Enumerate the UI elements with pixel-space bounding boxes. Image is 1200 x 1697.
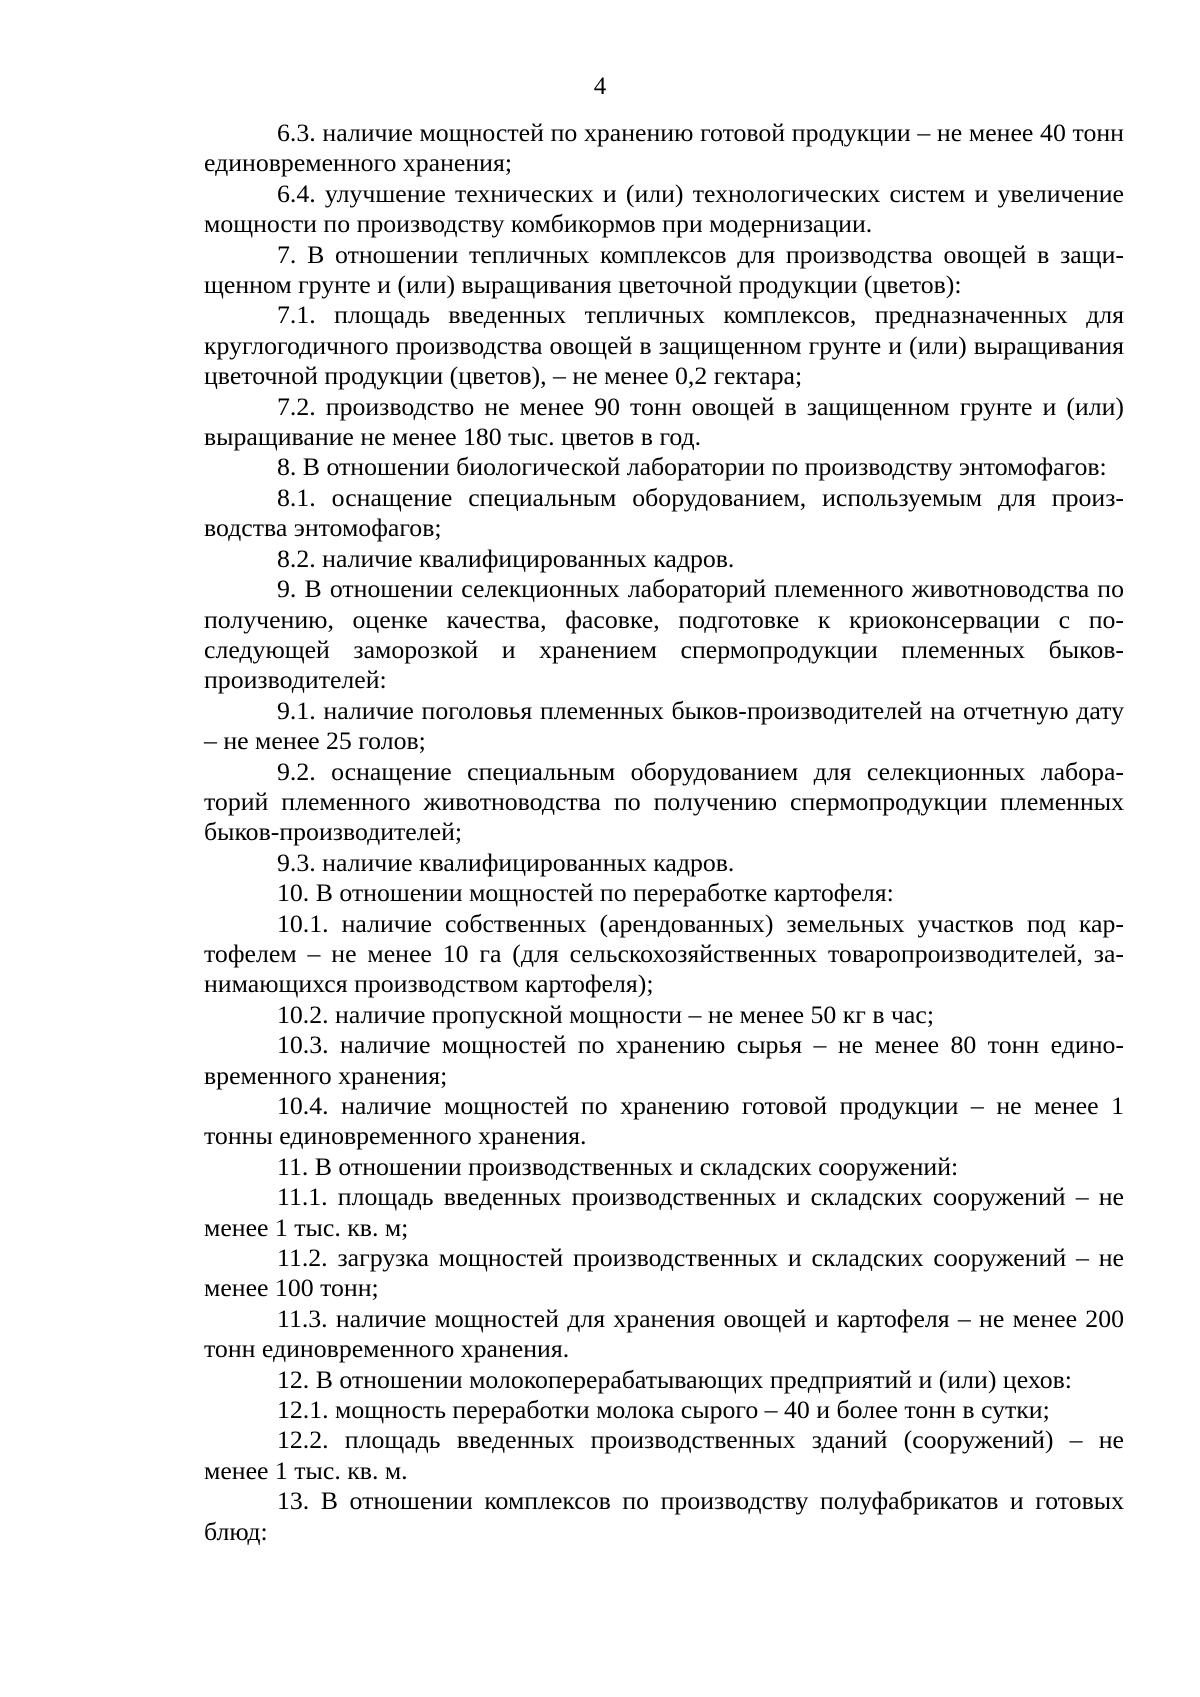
paragraph-11: 11. В отношении производственных и складских сооружений:: [277, 1151, 959, 1181]
paragraph-8-2: 8.2. наличие квалифицированных кадров.: [277, 543, 735, 573]
paragraph-7-1: 7.1. площадь введенных тепличных комплексов, предназначенных для круглогодичного производства овощей в защищенном грунте и (или) выращивания цветочной продукции (цветов), – не менее 0,2 гектара;: [204, 300, 1124, 391]
paragraph-9-1: 9.1. наличие поголовья племенных быков-производителей на отчетную дату – не менее 25 голов;: [204, 695, 1124, 756]
paragraph-6-4: 6.4. улучшение технических и (или) технологических систем и увеличение мощности по производству комбикормов при модернизации.: [204, 178, 1124, 239]
paragraph-10: 10. В отношении мощностей по переработке картофеля:: [277, 878, 894, 908]
paragraph-6-3: 6.3. наличие мощностей по хранению готовой продукции – не менее 40 тонн единовременного хранения;: [204, 118, 1124, 178]
paragraph-8: 8. В отношении биологической лаборатории по производству энтомофагов:: [277, 452, 1107, 482]
paragraph-11-3: 11.3. наличие мощностей для хранения овощей и картофеля – не менее 200 тонн единовременного хранения.: [204, 1303, 1124, 1364]
paragraph-9-2: 9.2. оснащение специальным оборудованием для селекционных лабораторий племенного животноводства по получению спермопродукции племенных быков-производителей;: [204, 756, 1124, 847]
paragraph-7-2: 7.2. производство не менее 90 тонн овощей в защищенном грунте и (или) выращивание не менее 180 тыс. цветов в год.: [204, 391, 1124, 452]
paragraph-7: 7. В отношении тепличных комплексов для производства овощей в защищенном грунте и (или) выращивания цветочной продукции (цветов):: [204, 239, 1124, 300]
paragraph-10-2: 10.2. наличие пропускной мощности – не менее 50 кг в час;: [277, 999, 935, 1029]
paragraph-12: 12. В отношении молокоперерабатывающих предприятий и (или) цехов:: [277, 1364, 1072, 1394]
paragraph-9: 9. В отношении селекционных лабораторий племенного животноводства по получению, оценке качества, фасовке, подготовке к криоконсервации с последующей заморозкой и хранением спермопродукции племенных быков-производителей:: [204, 574, 1124, 695]
paragraph-9-3: 9.3. наличие квалифицированных кадров.: [277, 847, 735, 877]
paragraph-11-1: 11.1. площадь введенных производственных и складских сооружений – не менее 1 тыс. кв. м;: [204, 1182, 1124, 1242]
paragraph-10-3: 10.3. наличие мощностей по хранению сырья – не менее 80 тонн единовременного хранения;: [204, 1030, 1124, 1090]
document-body: [204, 118, 1124, 1547]
paragraph-10-4: 10.4. наличие мощностей по хранению готовой продукции – не менее 1 тонны единовременного хранения.: [204, 1091, 1124, 1151]
paragraph-8-1: 8.1. оснащение специальным оборудованием, используемым для производства энтомофагов;: [204, 482, 1124, 543]
paragraph-12-1: 12.1. мощность переработки молока сырого – 40 и более тонн в сутки;: [277, 1395, 1050, 1425]
paragraph-10-1: 10.1. наличие собственных (арендованных) земельных участков под картофелем – не менее 10 га (для сельскохозяйственных товаропроизводителей, занимающихся производством картофеля);: [204, 908, 1124, 999]
page-number: 4: [593, 73, 607, 100]
paragraph-12-2: 12.2. площадь введенных производственных зданий (сооружений) – не менее 1 тыс. кв. м.: [204, 1425, 1124, 1485]
paragraph-13: 13. В отношении комплексов по производству полуфабрикатов и готовых блюд:: [204, 1486, 1124, 1546]
paragraph-11-2: 11.2. загрузка мощностей производственных и складских сооружений – не менее 100 тонн;: [204, 1243, 1124, 1303]
